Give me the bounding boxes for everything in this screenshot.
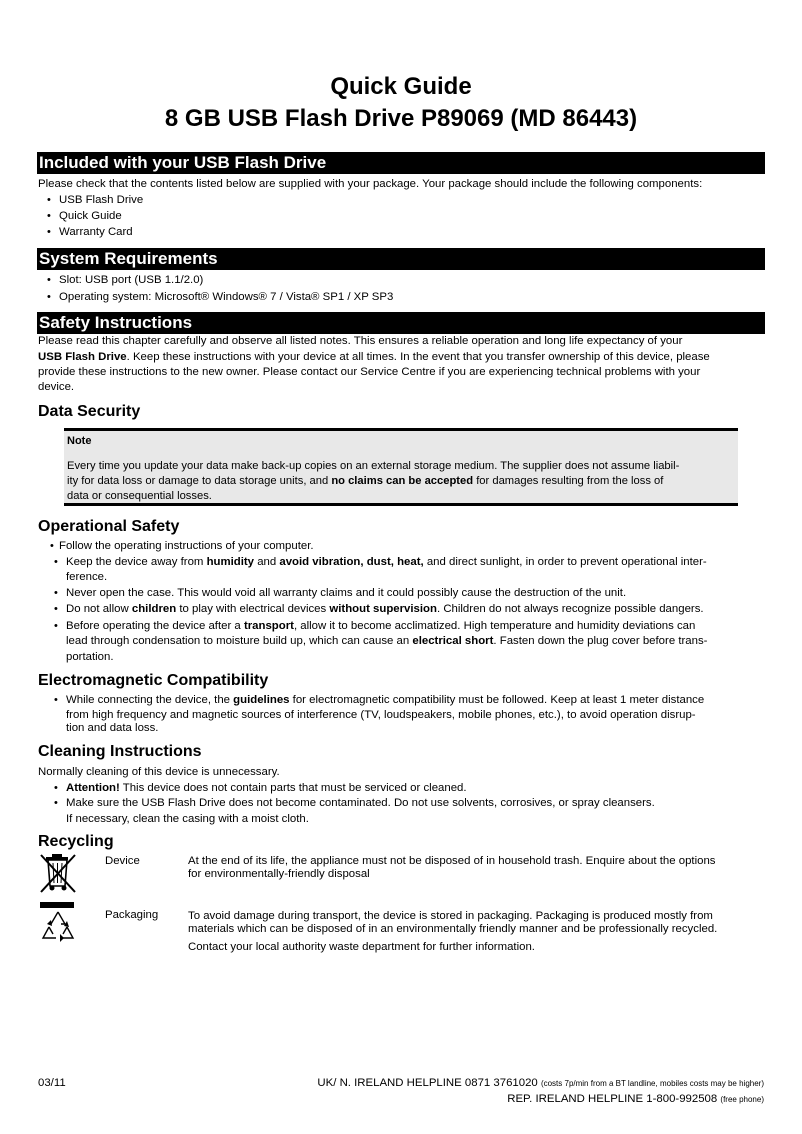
footer-ie-helpline	[507, 1092, 764, 1107]
note-body	[67, 459, 732, 504]
cleaning-bullet-2: Make sure the USB Flash Drive does not become contaminated. Do not use solvents, corrosives, or spray cleansers.	[66, 797, 655, 809]
included-intro: Please check that the contents listed below are supplied with your package. Your package should include the following components:	[38, 178, 703, 190]
bullet: •	[47, 210, 51, 222]
op-b2a: Keep the device away from	[66, 556, 207, 568]
safety-device-name: USB Flash Drive	[38, 351, 127, 363]
note-line-3: data or consequential losses.	[67, 490, 212, 502]
note-line-2	[67, 474, 732, 489]
cleaning-attention: Attention!	[66, 782, 120, 794]
safety-line-4: device.	[38, 381, 75, 393]
op-b5b: transport	[243, 620, 294, 632]
uk-helpline-note: (costs 7p/min from a BT landline, mobiles costs may be higher)	[540, 1079, 764, 1088]
cleaning-bullet-2-cont: If necessary, clean the casing with a moist cloth.	[66, 813, 309, 825]
op-bullet-2	[66, 555, 707, 571]
op-b4b: children	[131, 603, 177, 615]
note-no-claims: no claims can be accepted	[331, 475, 474, 487]
section-heading-safety: Safety Instructions	[37, 312, 765, 334]
emc-guidelines: guidelines	[233, 694, 290, 706]
recycling-device-label: Device	[105, 855, 140, 867]
recycling-device-line-2: for environmentally-friendly disposal	[188, 868, 370, 880]
recycling-pack-line-2: materials which can be disposed of in an environmentally friendly manner and be professionally recycled.	[188, 923, 718, 935]
op-bullet-3: Never open the case. This would void all warranty claims and it could possibly cause the destruction of the unit.	[66, 587, 627, 599]
safety-line-3: provide these instructions to the new owner. Please contact our Service Centre if you are experiencing technical problems with your	[38, 366, 701, 378]
heading-data-security: Data Security	[38, 403, 141, 420]
title-line-2: 8 GB USB Flash Drive P89069 (MD 86443)	[164, 105, 638, 132]
bullet: •	[54, 782, 58, 794]
safety-line-1: Please read this chapter carefully and observe all listed notes. This ensures a reliable operation and long life expectancy of your	[38, 335, 683, 347]
bullet: •	[54, 797, 58, 809]
ie-helpline-number: REP. IRELAND HELPLINE 1-800-992508	[507, 1093, 718, 1105]
recycling-pack-line-1: To avoid damage during transport, the device is stored in packaging. Packaging is produced mostly from	[188, 910, 713, 922]
op-b5d: lead through condensation to moisture build up, which can cause an	[66, 635, 413, 647]
included-item-1: USB Flash Drive	[59, 194, 144, 206]
system-item-1: Slot: USB port (USB 1.1/2.0)	[59, 274, 204, 286]
op-bullet-1: Follow the operating instructions of your computer.	[59, 540, 314, 552]
safety-line-2	[38, 350, 710, 366]
recycle-icon	[38, 900, 78, 946]
bullet: •	[54, 620, 58, 632]
bullet: •	[47, 194, 51, 206]
bullet: •	[54, 556, 58, 568]
op-b2b: humidity	[206, 556, 255, 568]
note-line-2a: ity for data loss or damage to data storage units, and	[67, 475, 332, 487]
op-bullet-5-line-3: portation.	[66, 651, 114, 663]
included-item-3: Warranty Card	[59, 226, 133, 238]
op-b2c: and	[254, 556, 280, 568]
emc-l1c: for electromagnetic compatibility must be followed. Keep at least 1 meter distance	[289, 694, 705, 706]
op-b4a: Do not allow	[66, 603, 132, 615]
safety-line-2-rest: . Keep these instructions with your device at all times. In the event that you transfer ownership of this device, please	[126, 351, 710, 363]
emc-line-2: from high frequency and magnetic sources of interference (TV, loudspeakers, mobile phones, etc.), to avoid operation disrup-	[66, 709, 696, 721]
bullet: •	[54, 603, 58, 615]
note-line-2c: for damages resulting from the loss of	[473, 475, 664, 487]
uk-helpline-number: UK/ N. IRELAND HELPLINE 0871 3761020	[317, 1077, 538, 1089]
op-b4e: . Children do not always recognize possible dangers.	[436, 603, 704, 615]
crossed-bin-icon	[38, 852, 78, 894]
bullet: •	[50, 540, 54, 552]
heading-cleaning: Cleaning Instructions	[38, 743, 202, 760]
op-bullet-2-cont: ference.	[66, 571, 108, 583]
op-b5c: , allow it to become acclimatized. High temperature and humidity deviations can	[293, 620, 696, 632]
bullet: •	[54, 694, 58, 706]
emc-l1a: While connecting the device, the	[66, 694, 234, 706]
recycling-device-line-1: At the end of its life, the appliance must not be disposed of in household trash. Enquire about the options	[188, 855, 716, 867]
emc-line-1	[66, 693, 704, 709]
included-item-2: Quick Guide	[59, 210, 122, 222]
bullet: •	[54, 587, 58, 599]
heading-recycling: Recycling	[38, 833, 114, 850]
op-b5a: Before operating the device after a	[66, 620, 244, 632]
op-b5f: . Fasten down the plug cover before trans-	[493, 635, 708, 647]
cleaning-b1b: This device does not contain parts that must be serviced or cleaned.	[119, 782, 467, 794]
op-bullet-5	[66, 619, 695, 635]
bullet: •	[47, 226, 51, 238]
footer-date: 03/11	[38, 1077, 66, 1089]
op-bullet-4	[66, 602, 704, 618]
op-b2e: and direct sunlight, in order to prevent operational inter-	[423, 556, 707, 568]
op-bullet-5-line-2	[66, 634, 707, 650]
heading-operational-safety: Operational Safety	[38, 518, 180, 535]
bullet: •	[47, 291, 51, 303]
op-b5e: electrical short	[412, 635, 494, 647]
footer-uk-helpline	[317, 1076, 764, 1091]
recycling-pack-line-3: Contact your local authority waste department for further information.	[188, 941, 535, 953]
section-heading-included: Included with your USB Flash Drive	[37, 152, 765, 174]
title-line-1: Quick Guide	[330, 73, 472, 100]
op-b2d: avoid vibration, dust, heat,	[279, 556, 424, 568]
note-label: Note	[67, 435, 92, 447]
system-item-2: Operating system: Microsoft® Windows® 7 / Vista® SP1 / XP SP3	[59, 291, 394, 303]
op-b4c: to play with electrical devices	[176, 603, 330, 615]
section-heading-system: System Requirements	[37, 248, 765, 270]
cleaning-intro: Normally cleaning of this device is unnecessary.	[38, 766, 280, 778]
bullet: •	[47, 274, 51, 286]
cleaning-bullet-1	[66, 781, 467, 797]
ie-helpline-note: (free phone)	[720, 1095, 764, 1104]
note-line-1: Every time you update your data make back-up copies on an external storage medium. The supplier does not assume liabil-	[67, 460, 680, 472]
recycling-packaging-label: Packaging	[105, 909, 159, 921]
note-box	[64, 428, 738, 506]
op-b4d: without supervision	[329, 603, 437, 615]
heading-emc: Electromagnetic Compatibility	[38, 672, 269, 689]
emc-line-3: tion and data loss.	[66, 722, 159, 734]
